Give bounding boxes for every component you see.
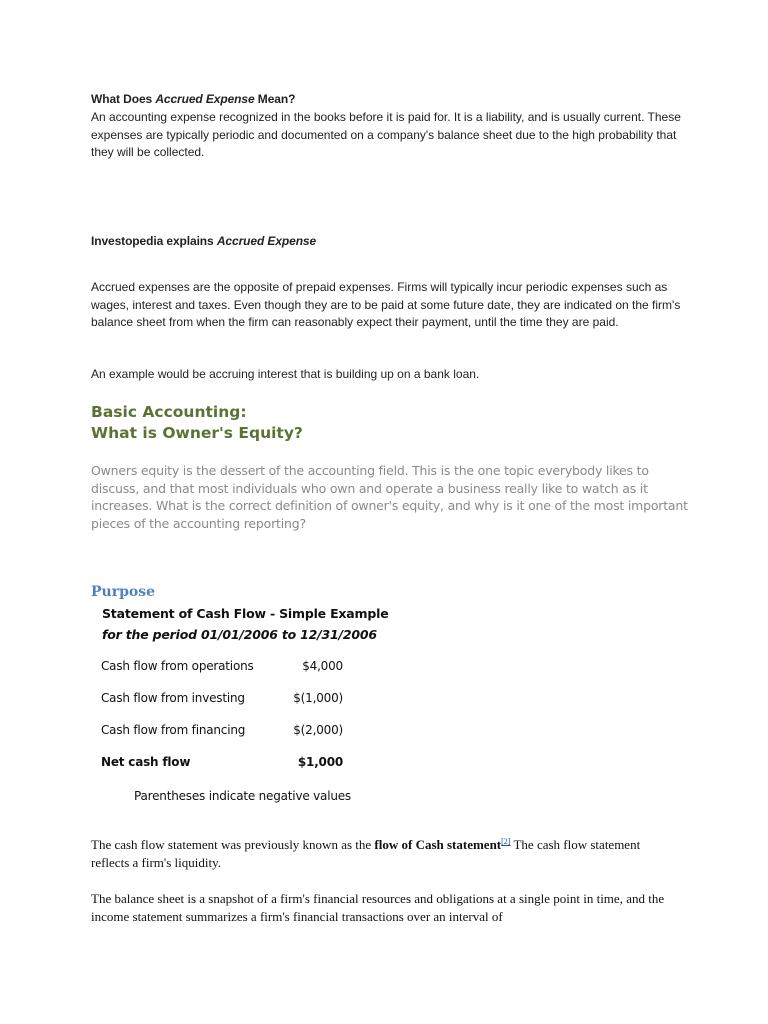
cash-flow-table-note: Parentheses indicate negative values bbox=[134, 789, 351, 803]
investopedia-example: An example would be accruing interest that is building up on a bank loan. bbox=[91, 367, 480, 381]
purpose-heading: Purpose bbox=[91, 584, 155, 600]
cash-flow-row-financing bbox=[101, 723, 343, 737]
owners-equity-body: Owners equity is the dessert of the accounting field. This is the one topic everybody likes to discuss, and that most individuals who own and operate a business really like to watch as it increases. What is the correct definition of owner's equity, and why is it one of the most important pieces of the accounting reporting? bbox=[91, 463, 688, 531]
accrued-expense-definition: An accounting expense recognized in the books before it is paid for. It is a liability, and is usually current. These expenses are typically periodic and documented on a company's balance sheet due to the high probability that they will be collected. bbox=[91, 110, 681, 159]
cash-flow-row-label: Cash flow from investing bbox=[101, 691, 245, 705]
cash-flow-row-net bbox=[101, 755, 343, 769]
investopedia-explanation: Accrued expenses are the opposite of prepaid expenses. Firms will typically incur periodic expenses such as wages, interest and taxes. Even though they are to be paid at some future date, they are indicated on the firm's balance sheet from when the firm can reasonably expect their payment, until the time they are paid. bbox=[91, 280, 681, 329]
cash-flow-row-label: Net cash flow bbox=[101, 755, 191, 769]
cash-flow-statement-paragraph: The cash flow statement was previously known as the flow of Cash statement[2] The cash flow statement reflects a firm's liquidity. bbox=[91, 837, 641, 870]
cash-flow-row-value: $(2,000) bbox=[293, 723, 343, 737]
investopedia-heading: Investopedia explains Accrued Expense bbox=[91, 234, 317, 248]
cash-flow-row-label: Cash flow from financing bbox=[101, 723, 246, 737]
cash-flow-table-title: Statement of Cash Flow - Simple Example bbox=[102, 606, 389, 621]
cash-flow-row-operations bbox=[101, 659, 343, 673]
citation-link[interactable]: [2] bbox=[501, 837, 511, 846]
accrued-expense-heading: What Does Accrued Expense Mean? bbox=[91, 92, 296, 106]
cash-flow-row-value: $4,000 bbox=[302, 659, 343, 673]
cash-flow-row-value: $1,000 bbox=[297, 755, 343, 769]
balance-sheet-paragraph: The balance sheet is a snapshot of a firm's financial resources and obligations at a single point in time, and the income statement summarizes a firm's financial transactions over an interval of bbox=[91, 891, 665, 924]
owners-equity-title: Basic Accounting: What is Owner's Equity? bbox=[91, 403, 303, 442]
cash-flow-row-investing bbox=[101, 691, 343, 705]
cash-flow-table-period: for the period 01/01/2006 to 12/31/2006 bbox=[102, 627, 377, 642]
cash-flow-row-value: $(1,000) bbox=[293, 691, 343, 705]
cash-flow-row-label: Cash flow from operations bbox=[101, 659, 254, 673]
